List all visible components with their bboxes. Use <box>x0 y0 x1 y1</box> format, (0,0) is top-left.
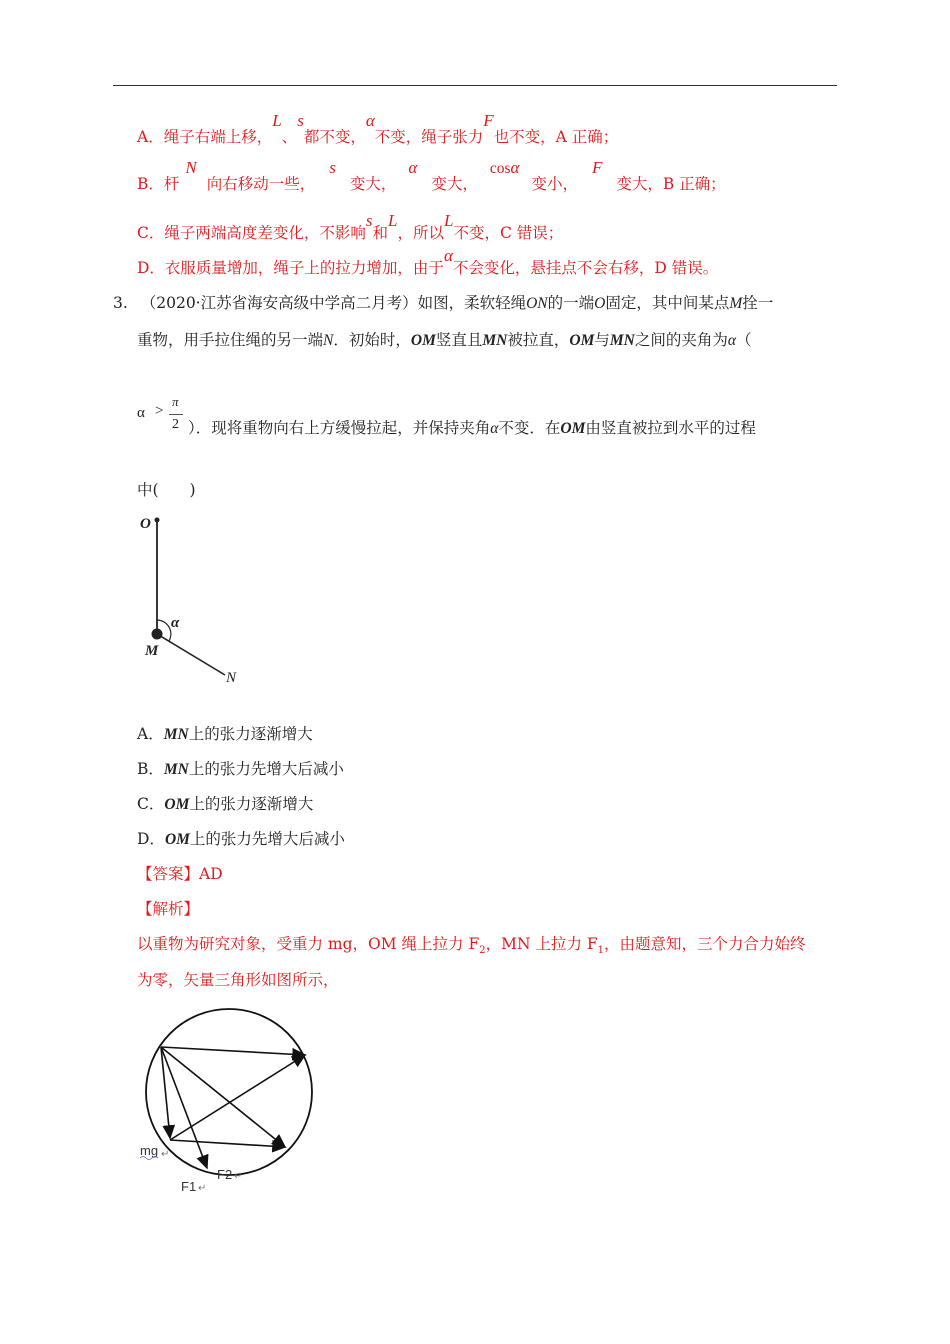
answer-value: AD <box>199 865 223 883</box>
option-a: A．MN上的张力逐渐增大 <box>137 725 313 743</box>
prev-answer-b: B．杆N向右移动一些，s变大，α变大，cosα变小，F变大，B 正确； <box>137 158 726 193</box>
prev-answer-c: C．绳子两端高度差变化，不影响s和L，所以L不变，C 错误； <box>137 211 564 242</box>
label-alpha: α <box>171 615 180 631</box>
question-line-1: 3. （2020·江苏省海安高级中学高二月考）如图，柔软轻绳ON的一端O固定，其中间某点M拴一 <box>113 294 774 312</box>
return-mark-2: ↵ <box>234 1171 243 1182</box>
label-m: M <box>145 643 159 659</box>
label-mg: mg <box>140 1143 159 1158</box>
analysis-line-1: 以重物为研究对象，受重力 mg，OM 绳上拉力 $F_2$，MN 上拉力 $F_1$，由题意知，三个力合力始终 <box>137 935 806 957</box>
answer-line <box>137 864 223 884</box>
cond-gt: > <box>155 403 164 419</box>
return-mark-1: ↵ <box>161 1149 170 1160</box>
label-f1: F1 <box>181 1179 197 1194</box>
cond-pi: π <box>172 394 179 409</box>
header-rule <box>113 85 837 86</box>
question-line-3: ）．现将重物向右上方缓慢拉起，并保持夹角α不变．在OM由竖直被拉到水平的过程 <box>188 419 756 437</box>
cond-two: 2 <box>172 417 179 432</box>
option-d: D．OM上的张力先增大后减小 <box>137 830 345 848</box>
rope-figure <box>130 510 250 690</box>
label-f2: F2 <box>217 1167 233 1182</box>
return-mark-3: ↵ <box>198 1183 207 1194</box>
option-c: C．OM上的张力逐渐增大 <box>137 795 314 813</box>
vector-circle-figure <box>135 1005 335 1195</box>
prev-answer-d: D．衣服质量增加，绳子上的拉力增加，由于α不会变化，悬挂点不会右移，D 错误。 <box>137 246 719 277</box>
label-n: N <box>226 670 237 686</box>
fraction-bar <box>169 414 183 415</box>
question-number: 3. <box>113 294 128 312</box>
option-b: B．MN上的张力先增大后减小 <box>137 760 344 778</box>
question-line-4: 中( ) <box>137 481 196 499</box>
analysis-label: 【解析】 <box>137 900 200 918</box>
question-line-2: 重物，用手拉住绳的另一端N．初始时，OM竖直且MN被拉直，OM与MN之间的夹角为α（ <box>137 331 752 349</box>
prev-answer-a: A．绳子右端上移，L、s都不变，α不变，绳子张力F也不变，A 正确； <box>137 111 619 146</box>
label-o: O <box>140 516 151 532</box>
cond-alpha: α <box>137 405 145 421</box>
answer-label: 【答案】 <box>137 865 200 883</box>
analysis-line-2: 为零，矢量三角形如图所示， <box>137 971 339 989</box>
